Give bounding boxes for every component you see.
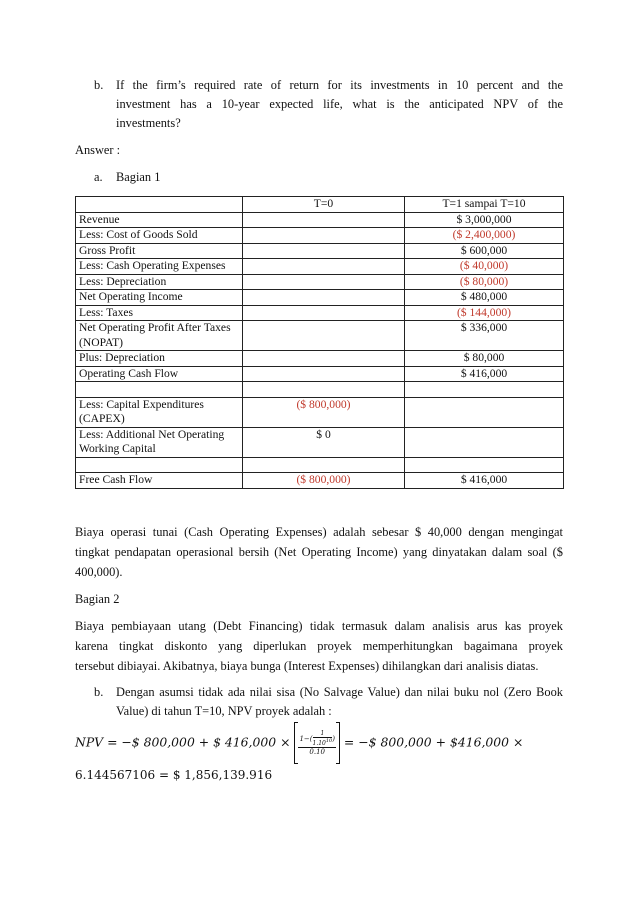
part-b-line-2: Value) di tahun T=10, NPV proyek adalah : (116, 704, 332, 718)
row-t0-value: ($ 800,000) (243, 473, 405, 489)
table-row (76, 321, 564, 351)
row-label (76, 457, 243, 473)
para1-line-2: tingkat pendapatan operasional bersih (Net Operating Income) yang dinyatakan dalam soal ($ (75, 545, 563, 559)
para1-line-1: Biaya operasi tunai (Cash Operating Expenses) adalah sebesar $ 40,000 dengan mengingat (75, 525, 563, 539)
table-row (76, 351, 564, 367)
table-row (76, 397, 564, 427)
table-row (76, 457, 564, 473)
table-row (76, 290, 564, 306)
formula-fraction (298, 731, 336, 756)
table-row (76, 243, 564, 259)
formula-inner-num: 1 (313, 731, 333, 738)
row-label: Free Cash Flow (76, 473, 243, 489)
formula-outer-den: 0.10 (309, 748, 325, 756)
table-row (76, 382, 564, 398)
part-b-marker: b. (94, 685, 104, 699)
formula-inner-exp: 10 (325, 738, 333, 744)
row-t1-value: ($ 144,000) (405, 305, 564, 321)
row-label: Plus: Depreciation (76, 351, 243, 367)
row-t1-value: $ 3,000,000 (405, 212, 564, 228)
formula-result: 6.144567106 = $ 1,856,139.916 (75, 768, 273, 782)
cash-flow-table (75, 196, 564, 489)
table-row (76, 212, 564, 228)
row-t0-value (243, 321, 405, 351)
para2-line-2: karena tingkat diskonto yang diperlukan proyek memperhitungkan bagaimana proyek (75, 639, 563, 653)
row-t0-value (243, 243, 405, 259)
row-t1-value: ($ 80,000) (405, 274, 564, 290)
row-label: Less: Taxes (76, 305, 243, 321)
row-t0-value (243, 351, 405, 367)
table-header-t1: T=1 sampai T=10 (405, 197, 564, 213)
question-b-line-3: investments? (116, 116, 181, 130)
row-t0-value: ($ 800,000) (243, 397, 405, 427)
table-row (76, 274, 564, 290)
row-label: Less: Depreciation (76, 274, 243, 290)
row-t1-value (405, 457, 564, 473)
row-t0-value (243, 274, 405, 290)
row-t1-value: ($ 2,400,000) (405, 228, 564, 244)
part-a-title: Bagian 1 (116, 170, 161, 184)
row-t0-value (243, 305, 405, 321)
row-t1-value: $ 416,000 (405, 366, 564, 382)
table-header-row (76, 197, 564, 213)
table-row (76, 259, 564, 275)
row-t0-value (243, 212, 405, 228)
question-b-marker: b. (94, 78, 104, 92)
formula-inner-fraction (313, 731, 333, 747)
question-b-line-2: investment has a 10-year expected life, what is the anticipated NPV of the (116, 97, 563, 111)
row-t1-value: ($ 40,000) (405, 259, 564, 275)
row-t0-value (243, 259, 405, 275)
formula-lhs: NPV = −$ 800,000 + $ 416,000 × (75, 734, 291, 750)
row-t1-value (405, 397, 564, 427)
part-b-line-1: Dengan asumsi tidak ada nilai sisa (No Salvage Value) dan nilai buku nol (Zero Book (116, 685, 563, 699)
question-b-line-1: If the firm’s required rate of return for its investments in 10 percent and the (116, 78, 563, 92)
formula-inner-den: 1.10 (312, 740, 326, 747)
para2-line-3: tersebut dibiayai. Akibatnya, biaya bunga (Interest Expenses) dihilangkan dari analisis diatas. (75, 659, 539, 673)
part2-title: Bagian 2 (75, 592, 120, 606)
table-row (76, 366, 564, 382)
table-row (76, 473, 564, 489)
row-t1-value: $ 336,000 (405, 321, 564, 351)
table-row (76, 305, 564, 321)
para1-line-3: 400,000). (75, 565, 123, 579)
row-t0-value: $ 0 (243, 427, 405, 457)
row-t0-value (243, 366, 405, 382)
row-t0-value (243, 382, 405, 398)
row-t1-value (405, 382, 564, 398)
table-row (76, 228, 564, 244)
row-t1-value: $ 480,000 (405, 290, 564, 306)
formula-bracket (294, 722, 340, 764)
row-label: Less: Capital Expenditures (CAPEX) (76, 397, 243, 427)
formula-one-minus: 1− (299, 735, 310, 743)
row-t0-value (243, 457, 405, 473)
table-header-label (76, 197, 243, 213)
cash-flow-body (76, 212, 564, 488)
row-label: Operating Cash Flow (76, 366, 243, 382)
table-row (76, 427, 564, 457)
row-label: Net Operating Profit After Taxes (NOPAT) (76, 321, 243, 351)
row-t1-value: $ 416,000 (405, 473, 564, 489)
row-t1-value: $ 600,000 (405, 243, 564, 259)
row-t1-value (405, 427, 564, 457)
row-t1-value: $ 80,000 (405, 351, 564, 367)
para2-line-1: Biaya pembiayaan utang (Debt Financing) tidak termasuk dalam analisis arus kas proyek (75, 619, 563, 633)
row-label: Gross Profit (76, 243, 243, 259)
npv-formula (75, 722, 523, 764)
formula-rhs: = −$ 800,000 + $416,000 × (343, 734, 524, 750)
row-label (76, 382, 243, 398)
row-t0-value (243, 228, 405, 244)
row-t0-value (243, 290, 405, 306)
row-label: Net Operating Income (76, 290, 243, 306)
table-header-t0: T=0 (243, 197, 405, 213)
formula-numerator: 1−( $\frac{1}{1.10^{10}}$ ) (299, 730, 335, 747)
row-label: Less: Additional Net Operating Working Capital (76, 427, 243, 457)
row-label: Less: Cost of Goods Sold (76, 228, 243, 244)
row-label: Less: Cash Operating Expenses (76, 259, 243, 275)
row-label: Revenue (76, 212, 243, 228)
part-a-marker: a. (94, 170, 103, 184)
answer-label: Answer : (75, 143, 121, 157)
